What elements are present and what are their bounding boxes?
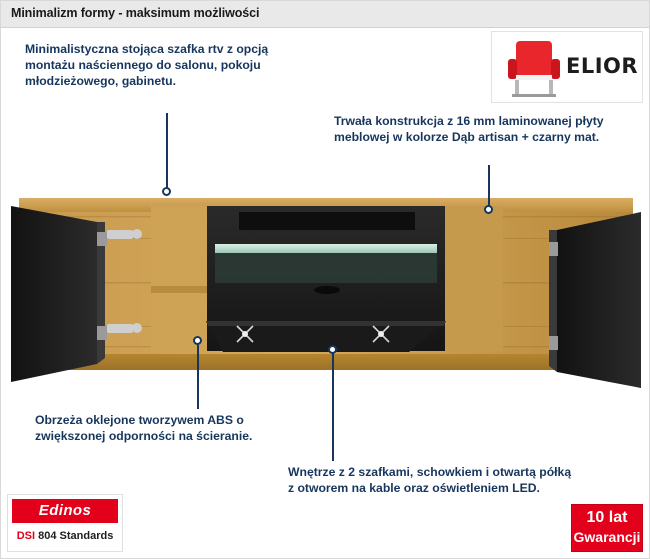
leader-line-3 — [197, 341, 199, 409]
warranty-badge — [571, 504, 643, 552]
leader-line-2 — [488, 165, 490, 209]
red-armchair-icon — [506, 37, 562, 99]
edinos-number-label: 804 — [38, 530, 57, 542]
callout-text-3: Obrzeża oklejone tworzywem ABS o zwiększonej odporności na ścieranie. — [35, 413, 253, 443]
warranty-text-label: Gwarancji — [573, 529, 641, 545]
callout-text-2: Trwała konstrukcja z 16 mm laminowanej płyty meblowej w kolorze Dąb artisan + czarny mat. — [334, 114, 604, 144]
edinos-certificate-badge — [7, 494, 123, 552]
leader-dot-1 — [162, 187, 171, 196]
brand-name: ELIOR — [566, 54, 639, 78]
leader-dot-4 — [328, 345, 337, 354]
leader-line-4 — [332, 349, 334, 461]
leader-dot-3 — [193, 336, 202, 345]
callout-text-1: Minimalistyczna stojąca szafka rtv z opcją montażu naściennego do salonu, pokoju młodzieżowego, gabinetu. — [25, 42, 269, 88]
edinos-standard-label — [12, 525, 118, 547]
callout-text-4: Wnętrze z 2 szafkami, schowkiem i otwartą półką z otworem na kable oraz oświetleniem LED. — [288, 465, 572, 495]
warranty-years-label: 10 lat — [586, 509, 628, 526]
product-image — [1, 186, 650, 401]
page-title: Minimalizm formy - maksimum możliwości — [11, 6, 260, 20]
leader-dot-2 — [484, 205, 493, 214]
edinos-dsi-label: DSI — [16, 530, 36, 542]
leader-line-1 — [166, 113, 168, 191]
edinos-brand-label: Edinos — [12, 499, 118, 523]
brand-logo — [491, 31, 643, 103]
edinos-standards-label: Standards — [59, 530, 114, 542]
